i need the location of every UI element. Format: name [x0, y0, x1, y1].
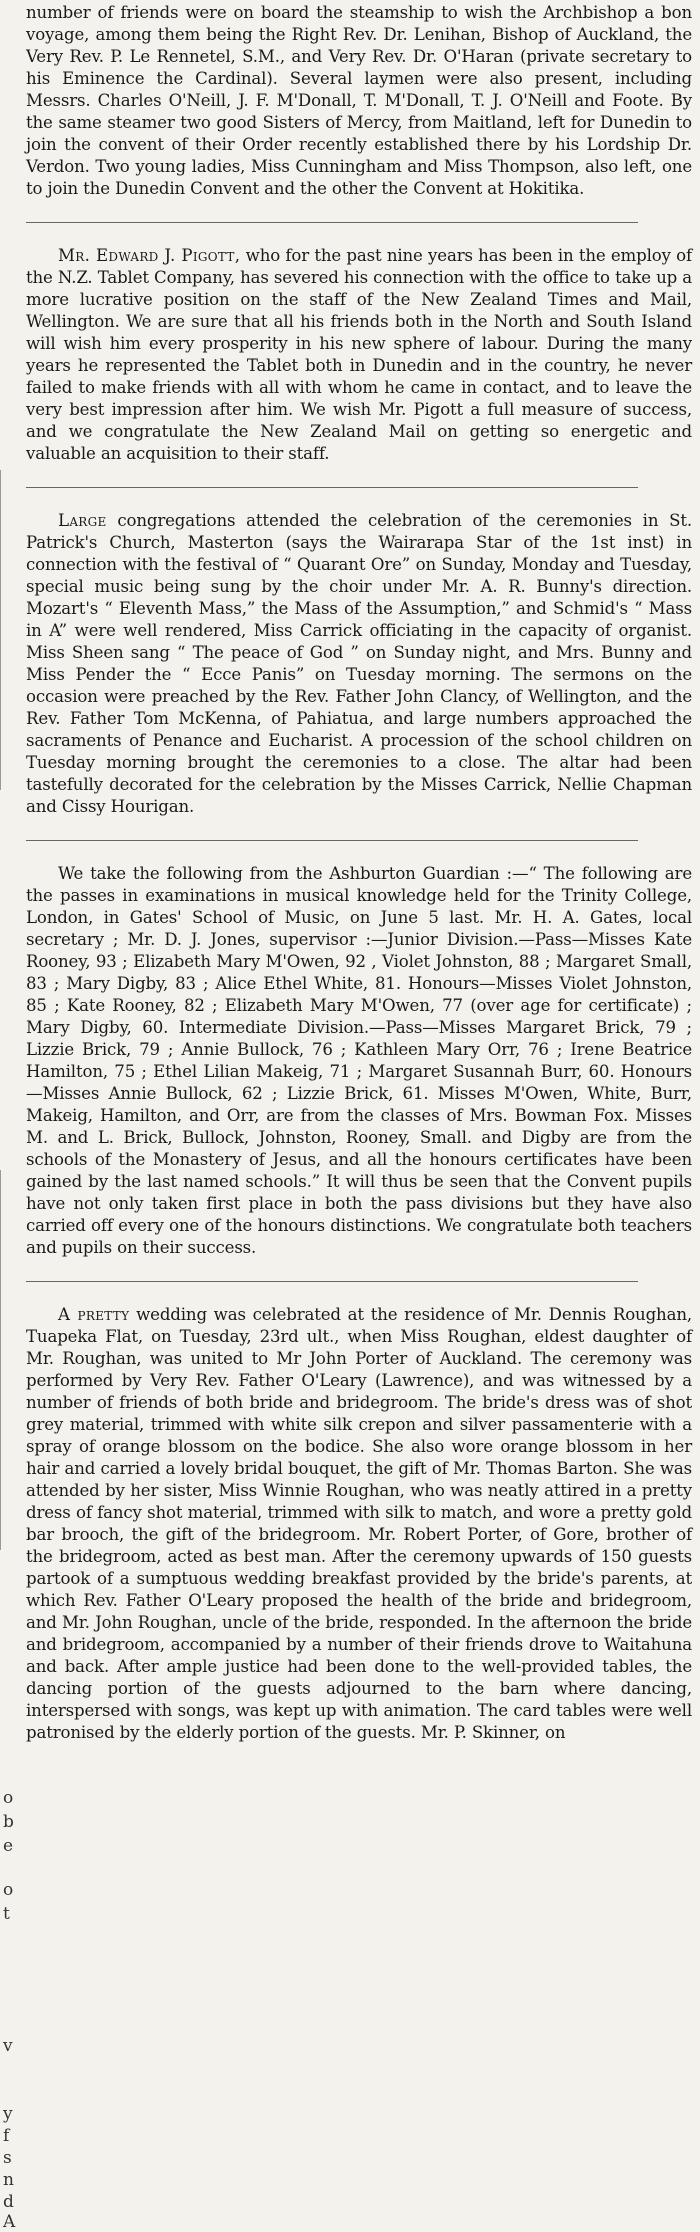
gutter-letter: f [3, 2126, 10, 2146]
article-divider [26, 222, 638, 223]
article-divider [26, 1281, 638, 1282]
article-body: We take the following from the Ashburton Guardian :—“ The following are the passes in examinations in musical knowledge held for the Trinity College, London, in Gates' School of Music, on June 5 last. Mr. H. A. Gates, local secretary ; Mr. D. J. Jones, supervisor :—Junior Division.—Pass—Misses Kate Rooney, 93 ; Elizabeth Mary M'Owen, 92 , Violet Johnston, 88 ; Margaret Small, 83 ; Mary Digby, 83 ; Alice Ethel White, 81. Honours—Misses Violet Johnston, 85 ; Kate Rooney, 82 ; Elizabeth Mary M'Owen, 77 (over age for certificate) ; Mary Digby, 60. Intermediate Division.—Pass—Misses Margaret Brick, 79 ; Lizzie Brick, 79 ; Annie Bullock, 76 ; Kathleen Mary Orr, 76 ; Irene Beatrice Hamilton, 75 ; Ethel Lilian Makeig, 71 ; Margaret Susannah Burr, 60. Honours—Misses Annie Bullock, 62 ; Lizzie Brick, 61. Misses M'Owen, White, Burr, Makeig, Hamilton, and Orr, are from the classes of Mrs. Bowman Fox. Misses M. and L. Brick, Bullock, Johnston, Rooney, Small. and Digby are from the schools of the Monastery of Jesus, and all the honours certificates have been gained by the last named schools.” It will thus be seen that the Convent pupils have not only taken first place in both the pass divisions but they have also carried off every one of the honours distinctions. We congratulate both teachers and pupils on their success. [26, 864, 692, 1257]
gutter-letter: o [3, 1788, 14, 1808]
article-masterton-quarant-ore [26, 510, 692, 818]
gutter-letter: e [3, 1836, 14, 1856]
gutter-letter: A [3, 2212, 16, 2232]
article-archbishop-departure [26, 0, 692, 200]
article-lead: Large [58, 511, 107, 530]
article-body: congregations attended the celebration of the ceremonies in St. Patrick's Church, Masterton (says the Wairarapa Star of the 1st inst) in connection with the festival of “ Quarant Ore” on Sunday, Monday and Tuesday, special music being sung by the choir under Mr. A. R. Bunny's direction. Mozart's “ Eleventh Mass,” the Mass of the Assumption,” and Schmid's “ Mass in A” were well rendered, Miss Carrick officiating in the capacity of organist. Miss Sheen sang “ The peace of God ” on Sunday night, and Mrs. Bunny and Miss Pender the “ Ecce Panis” on Tuesday morning. The sermons on the occasion were preached by the Rev. Father John Clancy, of Wellington, and the Rev. Father Tom McKenna, of Pahiatua, and large numbers approached the sacraments of Penance and Eucharist. A procession of the school children on Tuesday morning brought the ceremonies to a close. The altar had been tastefully decorated for the celebration by the Misses Carrick, Nellie Chapman and Cissy Hourigan. [26, 511, 692, 816]
article-divider [26, 840, 638, 841]
gutter-letter: t [3, 1904, 10, 1924]
article-column [26, 0, 692, 1744]
article-body: who for the past nine years has been in the employ of the N.Z. Tablet Company, has severed his connection with the office to take up a more lucrative position on the staff of the New Zealand Times and Mail, Wellington. We are sure that all his friends both in the North and South Island will wish him every prosperity in his new sphere of labour. During the many years he represented the Tablet both in Dunedin and in the country, he never failed to make friends with all with whom he came in contact, and to leave the very best impression after him. We wish Mr. Pigott a full measure of success, and we congratulate the New Zealand Mail on getting so energetic and valuable an acquisition to their staff. [26, 246, 692, 463]
article-pigott [26, 245, 692, 465]
left-column-edge-fragments [0, 0, 14, 2232]
gutter-letter: d [3, 2192, 14, 2212]
article-divider [26, 487, 638, 488]
column-rule [0, 1170, 1, 1550]
gutter-letter: b [3, 1812, 14, 1832]
article-body: wedding was celebrated at the residence of Mr. Dennis Roughan, Tuapeka Flat, on Tuesday, 23rd ult., when Miss Roughan, eldest daughter of Mr. Roughan, was united to Mr John Porter of Auckland. The ceremony was performed by Very Rev. Father O'Leary (Lawrence), and was witnessed by a number of friends of both bride and bridegroom. The bride's dress was of shot grey material, trimmed with white silk crepon and silver passamenterie with a spray of orange blossom on the bodice. She also wore orange blossom in her hair and carried a lovely bridal bouquet, the gift of Mr. Thomas Barton. She was attended by her sister, Miss Winnie Roughan, who was neatly attired in a pretty dress of fancy shot material, trimmed with silk to match, and wore a pretty gold bar brooch, the gift of the bridegroom. Mr. Robert Porter, of Gore, brother of the bridegroom, acted as best man. After the ceremony upwards of 150 guests partook of a sumptuous wedding breakfast provided by the bride's parents, at which Rev. Father O'Leary proposed the health of the bride and bridegroom, and Mr. John Roughan, uncle of the bride, responded. In the afternoon the bride and bridegroom, accompanied by a number of their friends drove to Waitahuna and back. After ample justice had been done to the well-provided tables, the dancing portion of the guests adjourned to the barn where dancing, interspersed with songs, was kept up with animation. The card tables were well patronised by the elderly portion of the guests. Mr. P. Skinner, on [26, 1305, 693, 1742]
gutter-letter: v [3, 2036, 13, 2056]
gutter-letter: s [3, 2148, 12, 2168]
gutter-letter: o [3, 1880, 14, 1900]
article-body: number of friends were on board the steamship to wish the Archbishop a bon voyage, among them being the Right Rev. Dr. Lenihan, Bishop of Auckland, the Very Rev. P. Le Rennetel, S.M., and Very Rev. Dr. O'Haran (private secretary to his Eminence the Cardinal). Several laymen were also present, including Messrs. Charles O'Neill, J. F. M'Donall, T. M'Donall, T. J. O'Neill and Foote. By the same steamer two good Sisters of Mercy, from Maitland, left for Dunedin to join the convent of their Order recently established there by his Lordship Dr. Verdon. Two young ladies, Miss Cunningham and Miss Thompson, also left, one to join the Dunedin Convent and the other the Convent at Hokitika. [26, 3, 692, 198]
column-rule [0, 470, 1, 790]
article-ashburton-music-exams [26, 863, 692, 1259]
article-roughan-porter-wedding [26, 1304, 692, 1744]
article-lead: Mr. Edward J. Pigott, [58, 246, 241, 265]
gutter-letter: y [3, 2104, 13, 2124]
article-lead: A pretty [58, 1305, 130, 1324]
gutter-letter: n [3, 2170, 14, 2190]
